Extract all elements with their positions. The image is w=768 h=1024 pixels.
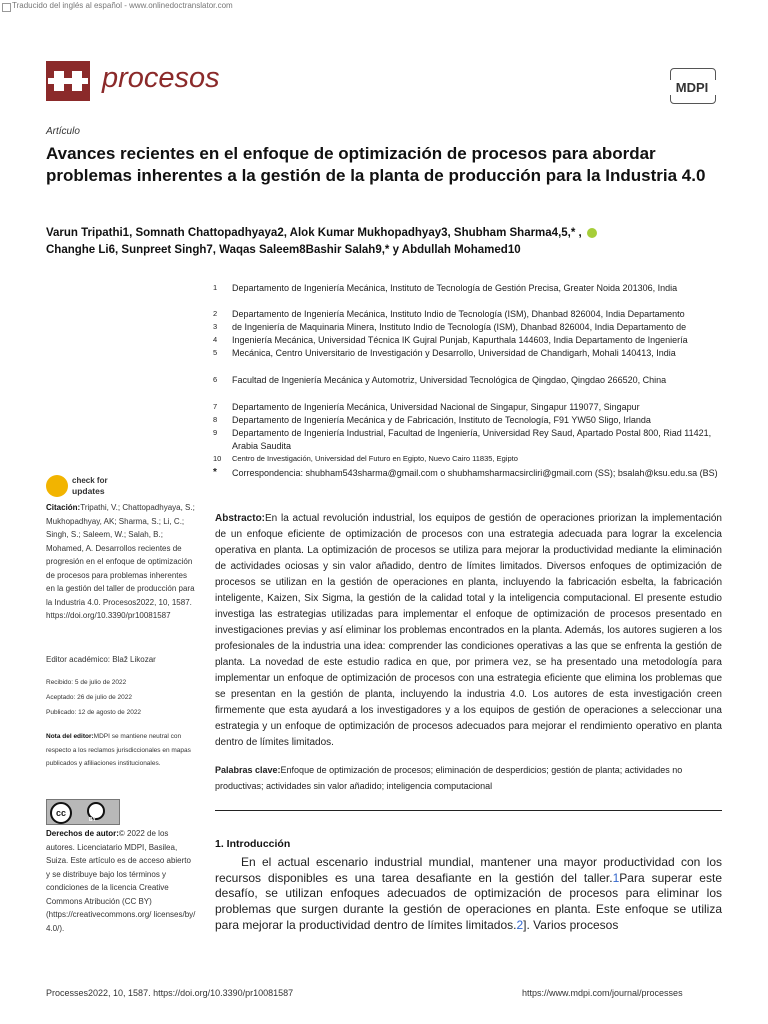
affiliation-2: 2 Departamento de Ingeniería Mecánica, Instituto Indio de Tecnología (ISM), Dhanbad 826004, India Departamento bbox=[213, 309, 685, 319]
intro-text-3: ]. Varios procesos bbox=[523, 917, 619, 932]
publisher-note-text: MDPI se mantiene neutral con respecto a los reclamos jurisdiccionales en mapas publicados y afiliaciones institucionales. bbox=[46, 733, 191, 767]
article-type: Artículo bbox=[46, 126, 80, 137]
correspondence: * Correspondencia: shubham543sharma@gmail.com o shubhamsharmacsircliri@gmail.com (SS); bsalah@ksu.edu.sa (BS) bbox=[213, 467, 718, 478]
affiliation-3: 3 de Ingeniería de Maquinaria Minera, Instituto Indio de Tecnología (ISM), Dhanbad 826004, India Departamento de bbox=[213, 322, 687, 332]
reference-link-2[interactable]: 2 bbox=[516, 917, 524, 932]
affiliation-6: 6 Facultad de Ingeniería Mecánica y Automotriz, Universidad Tecnológica de Qingdao, Qingdao 266520, China bbox=[213, 375, 667, 385]
section-heading-introduction: 1. Introducción bbox=[215, 838, 291, 850]
publisher-logo bbox=[666, 68, 718, 102]
copyright-text: © 2022 de los autores. Licenciatario MDPI, Basilea, Suiza. Este artículo es de acceso abierto y se distribuye bajo los términos y condiciones de la licencia Creative Commons Atribución (CC BY) (https://creativecommons.org/ licenses/by/ 4.0/). bbox=[46, 829, 196, 933]
publisher-name: MDPI bbox=[666, 80, 718, 95]
keywords bbox=[215, 763, 722, 794]
copyright-block bbox=[46, 827, 196, 935]
section-divider bbox=[215, 810, 722, 811]
intro-text-2: Para superar este desafío, se utilizan enfoques adecuados de optimización de procesos para eliminar los problemas que surgen durante la gestión de operaciones en planta. Este enfoque se utiliza para mejorar la productividad dentro de límites limitados. bbox=[215, 870, 722, 932]
publisher-note bbox=[46, 730, 196, 771]
abstract-label: Abstracto: bbox=[215, 513, 266, 524]
publisher-note-label: Nota del editor: bbox=[46, 733, 94, 740]
translation-banner bbox=[0, 0, 768, 14]
academic-editor: Editor académico: Blaž Likozar bbox=[46, 655, 156, 664]
affiliation-7: 7 Departamento de Ingeniería Mecánica, Universidad Nacional de Singapur, Singapur 119077, Singapur bbox=[213, 402, 640, 412]
check-updates-icon bbox=[46, 475, 68, 497]
translation-banner-text: Traducido del inglés al español - www.onlinedoctranslator.com bbox=[12, 1, 233, 10]
copyright-label: Derechos de autor: bbox=[46, 829, 119, 838]
citation-text: Tripathi, V.; Chattopadhyaya, S.; Mukhopadhyay, AK; Sharma, S.; Li, C.; Singh, S.; Saleem, W.; Salah, B.; Mohamed, A. Desarrollos recientes de progresión en el enfoque de optimización de procesos para problemas inherentes en la gestión del taller de producción para la Industria 4.0. Procesos2022, 10, 1587. https://doi.org/10.3390/pr10081587 bbox=[46, 503, 195, 620]
introduction-paragraph bbox=[215, 855, 722, 934]
affiliation-8: 8 Departamento de Ingeniería Mecánica y de Fabricación, Instituto de Tecnología, F91 YW50 Sligo, Irlanda bbox=[213, 415, 651, 425]
author-line-2: Changhe Li6, Sunpreet Singh7, Waqas Saleem8Bashir Salah9,* y Abdullah Mohamed10 bbox=[46, 244, 521, 256]
authors-text-1: Varun Tripathi1, Somnath Chattopadhyaya2, Alok Kumar Mukhopadhyay3, Shubham Sharma4,5,* , bbox=[46, 227, 582, 239]
author-line-1 bbox=[46, 225, 726, 242]
intro-text-1: En el actual escenario industrial mundial, mantener una mayor productividad con los recursos disponibles es una tarea desafiante en la gestión del taller. bbox=[215, 855, 722, 885]
check-updates-line2: updates bbox=[72, 486, 105, 496]
keywords-label: Palabras clave: bbox=[215, 765, 281, 775]
cc-icon: cc bbox=[50, 802, 72, 824]
cc-by-license-badge[interactable] bbox=[46, 799, 120, 825]
journal-name: procesos bbox=[102, 62, 220, 94]
citation-block bbox=[46, 501, 196, 623]
footer-citation: Processes2022, 10, 1587. https://doi.org/10.3390/pr10081587 bbox=[46, 988, 294, 998]
translate-icon bbox=[2, 3, 11, 12]
footer-journal-url[interactable]: https://www.mdpi.com/journal/processes bbox=[522, 988, 683, 998]
check-for-updates-button[interactable] bbox=[46, 475, 146, 499]
date-published: Publicado: 12 de agosto de 2022 bbox=[46, 709, 142, 716]
author-list bbox=[46, 225, 726, 259]
affiliation-4: 4 Ingeniería Mecánica, Universidad Técnica IK Gujral Punjab, Kapurthala 144603, India Departamento de Ingeniería bbox=[213, 335, 688, 345]
date-accepted: Aceptado: 26 de julio de 2022 bbox=[46, 694, 133, 701]
affiliation-9: 9 Departamento de Ingeniería Industrial, Facultad de Ingeniería, Universidad Rey Saud, Apartado Postal 800, Riad 11421, Arabia Saudita bbox=[213, 428, 712, 451]
affiliation-10: 10 Centro de Investigación, Universidad del Futuro en Egipto, Nuevo Cairo 11835, Egipto bbox=[213, 454, 518, 463]
affiliation-5: 5 Mecánica, Centro Universitario de Investigación y Desarrollo, Universidad de Chandigarh, Mohali 140413, India bbox=[213, 348, 676, 358]
citation-label: Citación: bbox=[46, 503, 81, 512]
date-received: Recibido: 5 de julio de 2022 bbox=[46, 679, 127, 686]
orcid-icon[interactable] bbox=[587, 228, 597, 238]
article-title: Avances recientes en el enfoque de optimización de procesos para abordar problemas inherentes a la gestión de la planta de producción para la Industria 4.0 bbox=[46, 144, 706, 185]
reference-link-1[interactable]: 1 bbox=[612, 870, 620, 885]
journal-logo-icon bbox=[46, 61, 90, 101]
abstract bbox=[215, 511, 722, 751]
abstract-text: En la actual revolución industrial, los equipos de gestión de operaciones priorizan la implementación de un enfoque eficiente de optimización de procesos con una estrategia adecuada para lograr la excelencia operativa en planta. La optimización de procesos se utiliza para mejorar la productividad mediante la eliminación de actividades ociosas y sin valor añadido, dentro de límites limitados. Diversos enfoques de optimización de procesos se utilizan en la gestión de operaciones en planta, incluyendo la fabricación esbelta, la fabricación inteligente, Kaizen, Six Sigma, la gestión de la calidad total y la inteligencia computacional. El presente estudio investiga las estrategias utilizadas para implementar el enfoque de optimización de procesos presentado en investigaciones previas y así eliminar los problemas encontrados en la planta. Además, los autores sugieren a los profesionales de la industria una idea: comprender las condiciones operativas a las que se enfrenta la gestión de planta. La novedad de este estudio radica en que, por primera vez, se ha presentado una metodología para implementar un enfoque de optimización de procesos con una estrategia eficiente que elimina los problemas que se presentan en la gestión de planta, incluyendo la industria 4.0. Los autores de esta investigación creen firmemente que esta ayudará a los investigadores y a los equipos de gestión de operaciones a seleccionar una estrategia y un enfoque de optimización de procesos adecuados para mejorar el rendimiento operativo en planta dentro de límites limitados. bbox=[215, 513, 722, 748]
by-label: BY bbox=[89, 817, 96, 823]
check-updates-line1: check for bbox=[72, 476, 108, 485]
affiliation-1: 1 Departamento de Ingeniería Mecánica, Instituto de Tecnología de Gestión Precisa, Greater Noida 201306, India bbox=[213, 283, 678, 293]
keywords-text: Enfoque de optimización de procesos; eliminación de desperdicios; gestión de planta; actividades no productivas; actividades sin valor añadido; inteligencia computacional bbox=[215, 765, 683, 791]
